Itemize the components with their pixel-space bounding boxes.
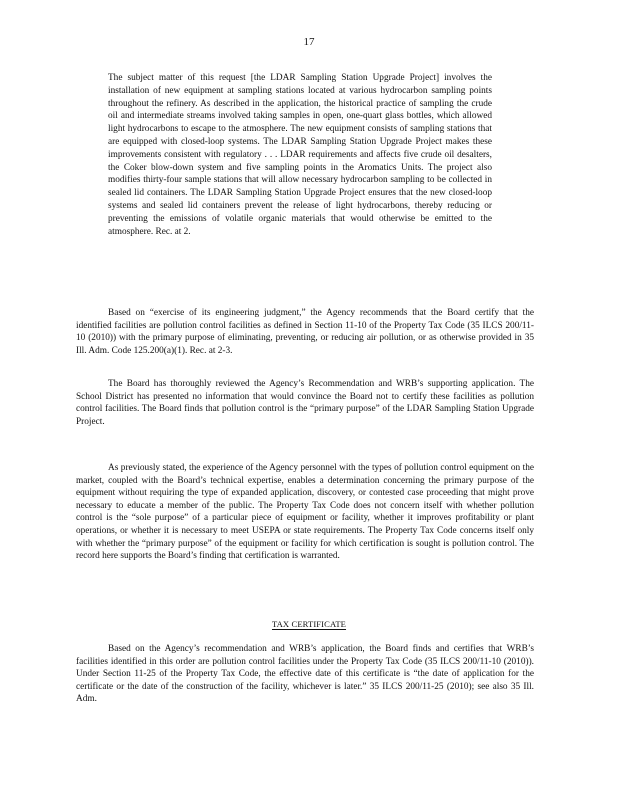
page-number: 17 bbox=[303, 36, 315, 48]
section-heading bbox=[0, 619, 618, 629]
paragraph-tax-certificate: Based on the Agency’s recommendation and WRB’s application, the Board finds and certifies that WRB’s facilities identified in this order are pollution control facilities under the Property Tax Code (35 ILCS 200/11-10 (2010)). Under Section 11-25 of the Property Tax Code, the effective date of this certificate is “the date of application for the certificate or the date of the construction of the facility, whichever is later.” 35 ILCS 200/11-25 (2010); see also 35 Ill. Adm. bbox=[76, 644, 534, 705]
paragraph-board-review: The Board has thoroughly reviewed the Agency’s Recommendation and WRB’s supporting application. The School District has presented no information that would convince the Board not to certify these facilities as pollution control facilities. The Board finds that pollution control is the “primary purpose” of the LDAR Sampling Station Upgrade Project. bbox=[76, 379, 534, 427]
paragraph-agency-recommendation: Based on “exercise of its engineering judgment,” the Agency recommends that the Board certify that the identified facilities are pollution control facilities as defined in Section 11-10 of the Property Tax Code (35 ILCS 200/11-10 (2010)) with the primary purpose of eliminating, preventing, or reducing air pollution, or as otherwise provided in 35 Ill. Adm. Code 125.200(a)(1). Rec. at 2-3. bbox=[76, 308, 534, 356]
paragraph-primary-purpose: As previously stated, the experience of the Agency personnel with the types of pollution control equipment on the market, coupled with the Board’s technical expertise, enables a determination concerning the primary purpose of the equipment without requiring the type of expanded application, discovery, or contested case proceeding that might prove necessary to educate a member of the public. The Property Tax Code does not concern itself with whether pollution control is the “sole purpose” of a particular piece of equipment or facility, whether it improves profitability or plant operations, or whether it is necessary to meet USEPA or state requirements. The Property Tax Code concerns itself only with whether the “primary purpose” of the equipment or facility for which certification is sought is pollution control. The record here supports the Board’s finding that certification is warranted. bbox=[76, 463, 534, 562]
section-heading-text: TAX CERTIFICATE bbox=[271, 619, 347, 629]
quoted-paragraph: The subject matter of this request [the LDAR Sampling Station Upgrade Project] involves the installation of new equipment at sampling stations located at various hydrocarbon sampling points throughout the refinery. As described in the application, the historical practice of sampling the crude oil and intermediate streams involved taking samples in open, one-quart glass bottles, which allowed light hydrocarbons to escape to the atmosphere. The new equipment consists of sampling stations that are equipped with closed-loop systems. The LDAR Sampling Station Upgrade Project makes these improvements consistent with regulatory . . . LDAR requirements and affects five crude oil desalters, the Coker blow-down system and five sampling points in the Aromatics Units. The project also modifies thirty-four sample stations that will allow necessary hydrocarbon sampling to be collected in sealed lid containers. The LDAR Sampling Station Upgrade Project ensures that the new closed-loop systems and sealed lid containers prevent the release of light hydrocarbons, thereby reducing or preventing the emissions of volatile organic materials that would otherwise be emitted to the atmosphere. Rec. at 2. bbox=[108, 73, 492, 237]
